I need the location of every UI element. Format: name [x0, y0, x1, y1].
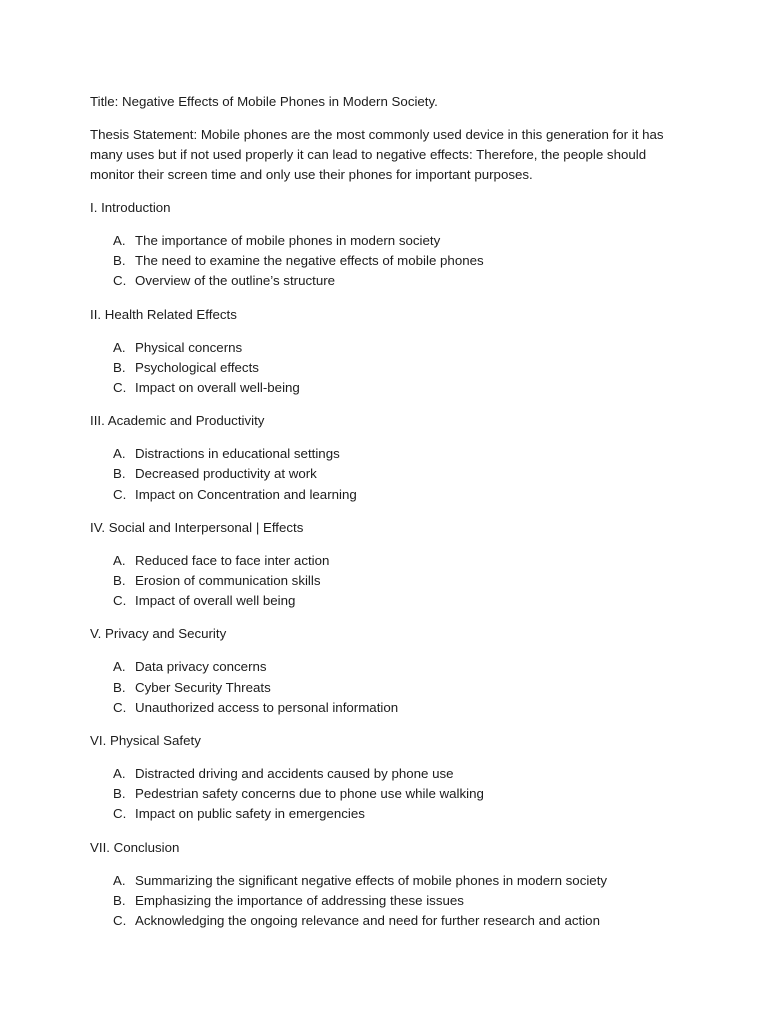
list-item [90, 891, 690, 911]
list-item-marker: C. [113, 273, 127, 289]
list-item-text: Impact on Concentration and learning [135, 486, 357, 502]
list-item [90, 358, 690, 378]
section-heading: III. Academic and Productivity [90, 413, 265, 429]
list-item-marker: C. [113, 806, 127, 822]
list-item [90, 571, 690, 591]
outline-section [90, 518, 690, 612]
list-item-text: Erosion of communication skills [135, 573, 321, 589]
list-item-marker: A. [113, 552, 126, 568]
list-item [90, 551, 690, 571]
list-item-text: Acknowledging the ongoing relevance and need for further research and action [135, 913, 600, 929]
section-item-list [90, 764, 690, 825]
list-item-text: Distractions in educational settings [135, 446, 340, 462]
list-item-text: Psychological effects [135, 359, 259, 375]
list-item-marker: A. [113, 659, 126, 675]
list-item-marker: B. [113, 466, 126, 482]
list-item-text: Impact of overall well being [135, 593, 296, 609]
list-item-marker: B. [113, 679, 126, 695]
list-item-marker: C. [113, 699, 127, 715]
list-item [90, 591, 690, 611]
section-item-list [90, 871, 690, 932]
document-title: Title: Negative Effects of Mobile Phones in Modern Society. [90, 94, 438, 109]
document-page [90, 92, 690, 931]
outline-section [90, 198, 690, 292]
list-item-text: Data privacy concerns [135, 659, 267, 675]
list-item-marker: B. [113, 253, 126, 269]
section-heading: V. Privacy and Security [90, 626, 227, 642]
list-item-text: The importance of mobile phones in modern society [135, 233, 441, 248]
section-item-list [90, 444, 690, 505]
list-item-text: Decreased productivity at work [135, 466, 317, 482]
outline-section [90, 305, 690, 399]
section-item-list [90, 338, 690, 399]
list-item-text: Physical concerns [135, 339, 243, 355]
list-item-text: Unauthorized access to personal information [135, 699, 399, 715]
list-item [90, 657, 690, 677]
list-item-text: Impact on public safety in emergencies [135, 806, 365, 822]
list-item-marker: A. [113, 233, 126, 248]
list-item [90, 764, 690, 784]
section-item-list [90, 231, 690, 292]
list-item [90, 338, 690, 358]
list-item-text: Reduced face to face inter action [135, 552, 330, 568]
outline-section [90, 411, 690, 505]
list-item-text: Distracted driving and accidents caused by phone use [135, 766, 454, 782]
section-heading: I. Introduction [90, 200, 171, 215]
outline-sections [90, 198, 690, 931]
list-item-text: Impact on overall well-being [135, 380, 300, 396]
list-item [90, 378, 690, 398]
list-item-marker: C. [113, 913, 127, 929]
list-item [90, 804, 690, 824]
list-item-text: Emphasizing the importance of addressing these issues [135, 892, 464, 908]
outline-section [90, 624, 690, 718]
list-item-text: The need to examine the negative effects of mobile phones [135, 253, 484, 269]
outline-section [90, 731, 690, 825]
thesis-statement: Thesis Statement: Mobile phones are the most commonly used device in this generation for it has many uses but if not used properly it can lead to negative effects: Therefore, the people should monitor their screen time and only use their phones for important purposes. [90, 127, 664, 182]
section-heading: VII. Conclusion [90, 839, 180, 855]
list-item-marker: C. [113, 486, 127, 502]
list-item [90, 678, 690, 698]
list-item-text: Pedestrian safety concerns due to phone use while walking [135, 786, 484, 802]
list-item-marker: C. [113, 593, 127, 609]
list-item-text: Summarizing the significant negative effects of mobile phones in modern society [135, 872, 608, 888]
section-item-list [90, 657, 690, 718]
list-item-marker: A. [113, 872, 126, 888]
section-heading: VI. Physical Safety [90, 733, 201, 749]
section-heading: II. Health Related Effects [90, 306, 237, 322]
list-item [90, 464, 690, 484]
list-item-text: Overview of the outline’s structure [135, 273, 336, 289]
list-item-marker: B. [113, 786, 126, 802]
list-item [90, 911, 690, 931]
list-item [90, 251, 690, 271]
list-item [90, 485, 690, 505]
list-item [90, 871, 690, 891]
list-item-text: Cyber Security Threats [135, 679, 271, 695]
list-item-marker: B. [113, 359, 126, 375]
section-heading: IV. Social and Interpersonal | Effects [90, 519, 304, 535]
list-item [90, 444, 690, 464]
list-item-marker: A. [113, 766, 126, 782]
list-item [90, 698, 690, 718]
list-item-marker: B. [113, 573, 126, 589]
outline-section [90, 838, 690, 932]
section-item-list [90, 551, 690, 612]
list-item-marker: C. [113, 380, 127, 396]
list-item-marker: B. [113, 892, 126, 908]
list-item [90, 231, 690, 251]
list-item-marker: A. [113, 446, 126, 462]
list-item [90, 271, 690, 291]
list-item [90, 784, 690, 804]
list-item-marker: A. [113, 339, 126, 355]
